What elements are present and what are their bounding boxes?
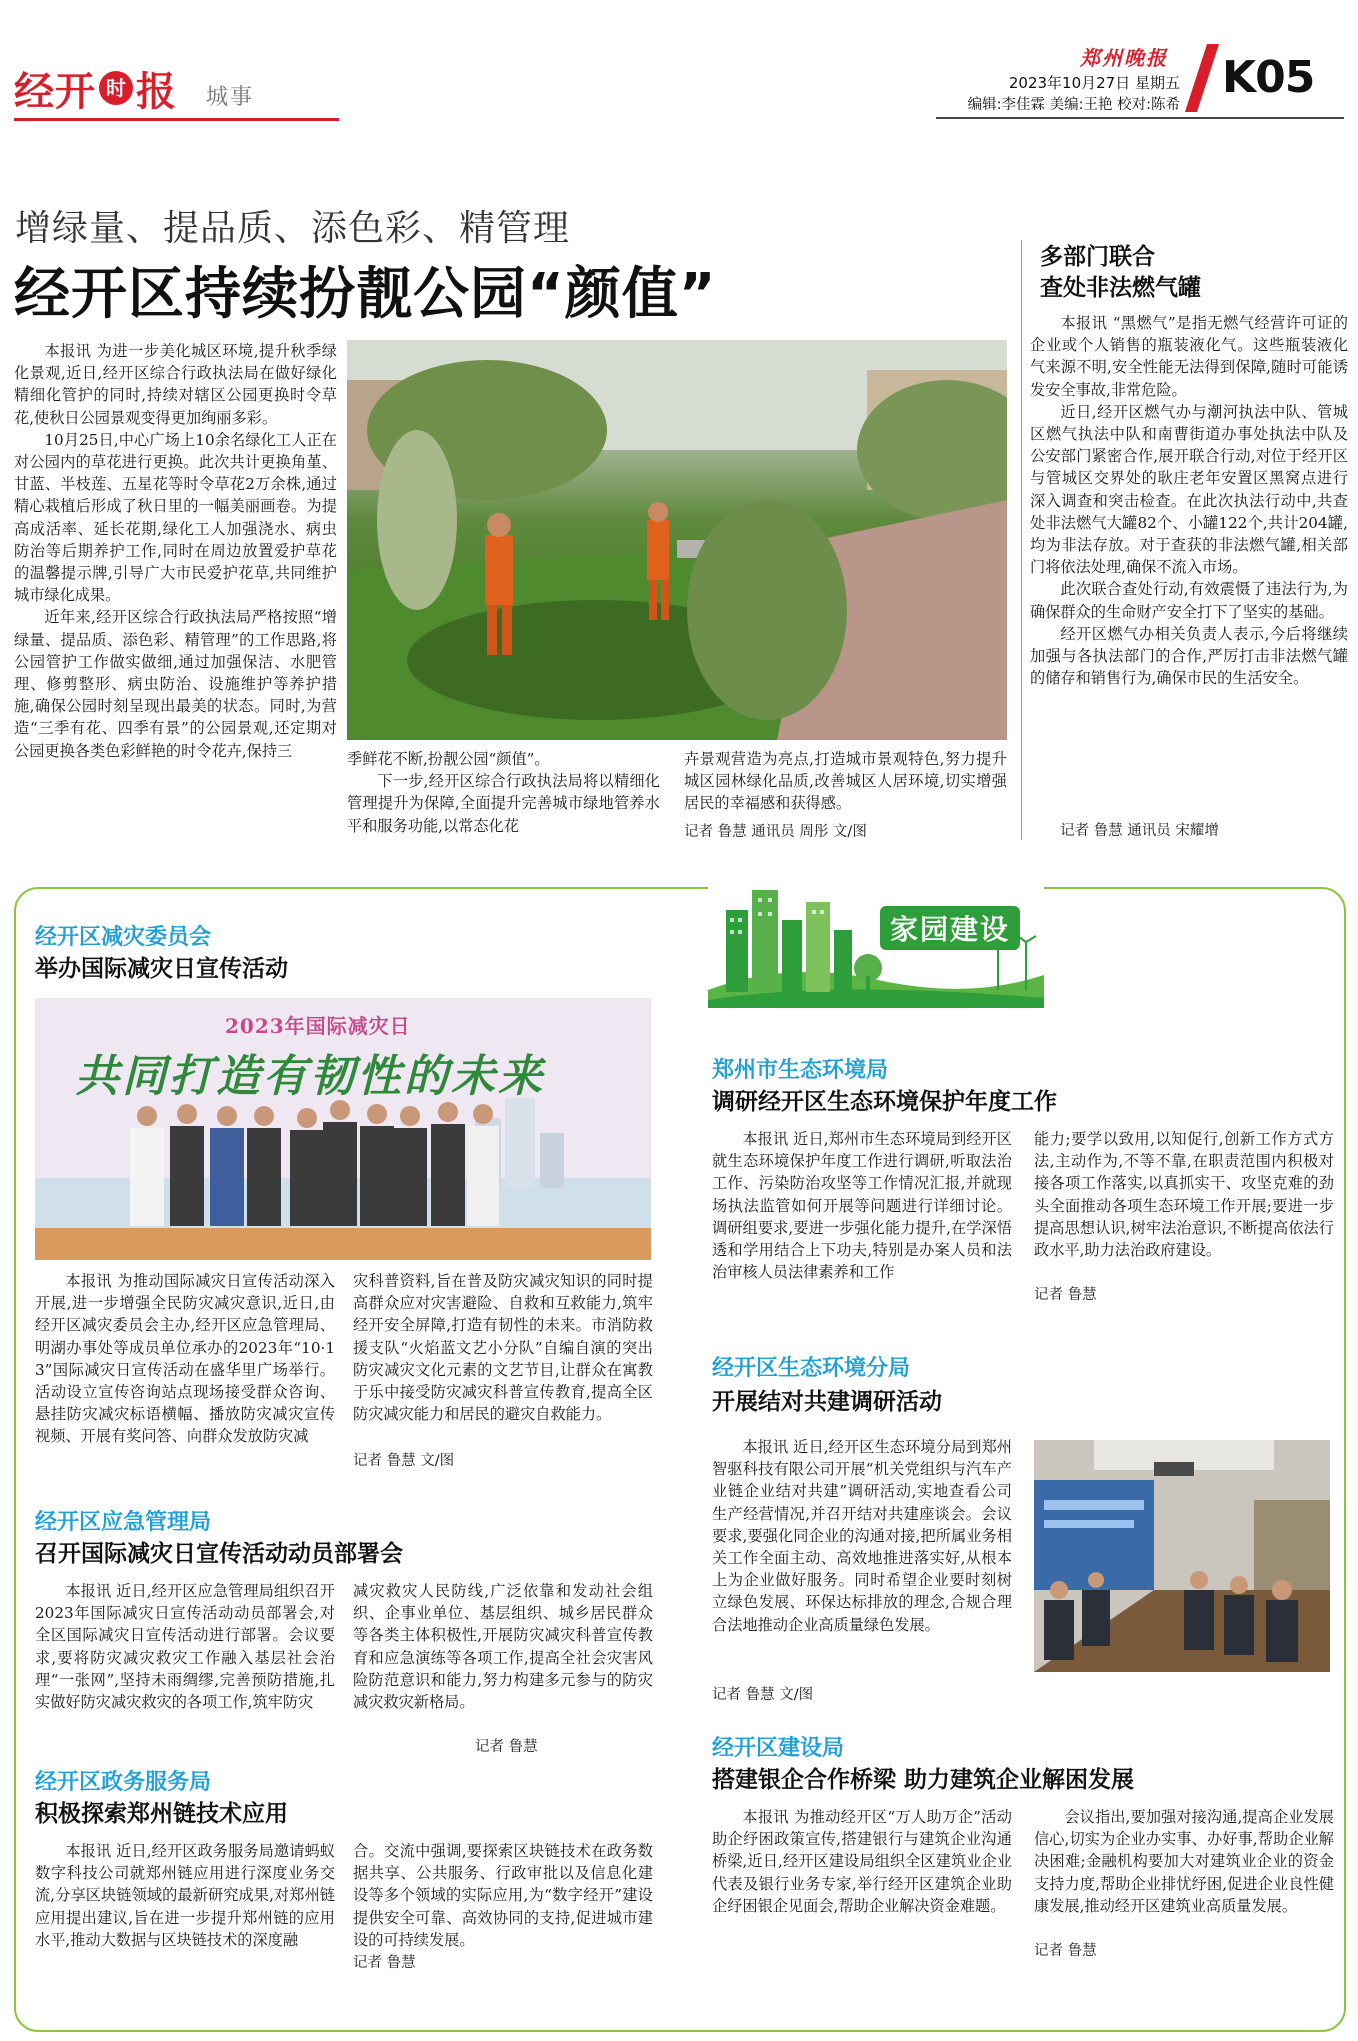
masthead-rule (936, 117, 1344, 119)
gas-paragraph: 本报讯 “黑燃气”是指无燃气经营许可证的企业或个人销售的瓶装液化气。这些瓶装液化气来源不明,安全性能无法得到保障,随时可能诱发安全事故,非常危险。 (1030, 314, 1348, 399)
gas-paragraph: 经开区燃气办相关负责人表示,今后将继续加强与各执法部门的合作,严厉打击非法燃气罐的储存和销售行为,确保市民的生活安全。 (1030, 624, 1348, 688)
eco-column-1 (712, 1128, 1012, 1328)
masthead (0, 0, 1358, 125)
disaster-continuation: 灾科普资料,旨在普及防灾减灾知识的同时提高群众应对灾害避险、自救和互救能力,筑牢经开安全屏障,打造有韧性的未来。市消防救援支队“火焰蓝文艺小分队”自编自演的突出防灾减灾文化元素的文艺节目,让群众在寓教于乐中接受防灾减灾科普宣传教育,提高全区防灾减灾能力和居民的避灾自救能力。 (353, 1272, 653, 1424)
gas-body (1030, 312, 1348, 820)
eco-branch-org: 经开区生态环境分局 (712, 1356, 911, 1381)
construct-org: 经开区建设局 (712, 1736, 845, 1761)
emergency-org: 经开区应急管理局 (35, 1510, 212, 1535)
construct-column-1 (712, 1806, 1012, 1962)
eco-branch-body (712, 1436, 1012, 1680)
gov-paragraph: 本报讯 近日,经开区政务服务局邀请蚂蚁数字科技公司就郑州链应用进行深度业务交流,分享区块链领域的最新研究成果,对郑州链应用提出建议,旨在进一步提升郑州链的应用水平,推动大数据与区块链技术的深度融 (35, 1842, 335, 1949)
lead-paragraph: 10月25日,中心广场上10余名绿化工人正在对公园内的草花进行更换。此次共计更换角堇、甘蓝、半枝莲、五星花等时令草花2万余株,通过精心栽植后形成了秋日里的一幅美丽画卷。为提高成活率、延长花期,绿化工人加强浇水、病虫防治等后期养护工作,同时在周边放置爱护草花的温馨提示牌,引导广大市民爱护花草,共同维护城市绿化成果。 (14, 430, 337, 605)
lead-subtitle: 增绿量、提品质、添色彩、精管理 (15, 208, 571, 249)
park-scene (347, 340, 1007, 740)
paper-name: 郑州晚报 (1080, 46, 1168, 70)
eco-branch-headline: 开展结对共建调研活动 (712, 1389, 942, 1415)
gas-title: 多部门联合 查处非法燃气罐 (1040, 244, 1201, 301)
emergency-continuation: 减灾救灾人民防线,广泛依靠和发动社会组织、企事业单位、基层组织、城乡居民群众等各类主体积极性,开展防灾减灾科普宣传教育和应急演练等各项工作,提高全社会灾害风险防范意识和能力,努力构建多元参与的防灾减灾救灾新格局。 (353, 1582, 653, 1712)
disaster-column-1 (35, 1270, 335, 1492)
lead-column-3 (684, 748, 1007, 822)
gov-org: 经开区政务服务局 (35, 1770, 212, 1795)
brand-tail: 报 (136, 68, 176, 115)
page-number: K05 (1222, 52, 1315, 103)
eco-org: 郑州市生态环境局 (712, 1058, 889, 1083)
gov-byline: 记者 鲁慧 (353, 1955, 416, 1971)
construct-byline: 记者 鲁慧 (1034, 1943, 1097, 1959)
masthead-slash (1185, 44, 1219, 112)
disaster-photo-event (35, 998, 651, 1260)
lead-paragraph: 本报讯 为进一步美化城区环境,提升秋季绿化景观,近日,经开区综合行政执法局在做好绿化精细化管护的同时,持续对辖区公园更换时令草花,使秋日公园景观变得更加绚丽多彩。 (14, 342, 337, 427)
eco-branch-photo-meeting (1034, 1440, 1330, 1672)
construct-paragraph: 会议指出,要加强对接沟通,提高企业发展信心,切实为企业办实事、办好事,帮助企业解决困难;金融机构要加大对建筑业企业的资金支持力度,帮助企业排忧纾困,促进企业良性健康发展,推动经开区建筑业高质量发展。 (1034, 1808, 1334, 1915)
gov-continuation: 合。交流中强调,要探索区块链技术在政务数据共享、公共服务、行政审批以及信息化建设等多个领域的实际应用,为“数字经开”建设提供安全可靠、高效协同的支持,促进城市建设的可持续发展。 (353, 1842, 653, 1949)
lead-byline: 记者 鲁慧 通讯员 周彤 文/图 (684, 824, 867, 840)
eco-branch-byline: 记者 鲁慧 文/图 (712, 1687, 814, 1703)
lead-title: 经开区持续扮靓公园“颜值” (14, 262, 717, 327)
lead-column-1 (14, 340, 337, 845)
emergency-headline: 召开国际减灾日宣传活动动员部署会 (35, 1541, 403, 1567)
emergency-paragraph: 本报讯 近日,经开区应急管理局组织召开2023年国际减灾日宣传活动动员部署会,对全区国际减灾日宣传活动进行部署。会议要求,要将防灾减灾救灾工作融入基层社会治理“一张网”,坚持未雨绸缪,完善预防措施,扎实做好防灾减灾救灾的各项工作,筑牢防灾 (35, 1582, 335, 1712)
home-banner-title: 家园建设 (880, 906, 1020, 950)
lead-paragraph: 下一步,经开区综合行政执法局将以精细化管理提升为保障,全面提升完善城市绿地管养水平和服务功能,以常态化花 (347, 772, 660, 835)
issue-date: 2023年10月27日 星期五 (1008, 74, 1180, 92)
gov-column-1 (35, 1840, 335, 1996)
gov-headline: 积极探索郑州链技术应用 (35, 1801, 288, 1827)
emergency-column-2 (353, 1580, 653, 1736)
eco-branch-paragraph: 本报讯 近日,经开区生态环境分局到郑州智驱科技有限公司开展“机关党组织与汽车产业链企业结对共建”调研活动,实地查看公司生产经营情况,并召开结对共建座谈会。会议要求,要强化同企业的沟通对接,把所属业务相关工作全面主动、高效地推进落实好,从根本上为企业做好服务。同时希望企业要时刻树立绿色发展、环保达标排放的理念,合规合理合法地推动企业高质量绿色发展。 (712, 1438, 1012, 1634)
disaster-org: 经开区减灾委员会 (35, 925, 212, 950)
lead-paragraph: 近年来,经开区综合行政执法局严格按照“增绿量、提品质、添色彩、精管理”的工作思路,将公园管护工作做实做细,通过加强保洁、水肥管理、修剪整形、病虫防治、设施维护等养护措施,确保公园时刻呈现出最美的状态。同时,为营造“三季有花、四季有景”的公园景观,还定期对公园更换各类色彩鲜艳的时令花卉,保持三 (14, 608, 337, 760)
construct-paragraph: 本报讯 为推动经开区“万人助万企”活动助企纾困政策宣传,搭建银行与建筑企业沟通桥梁,近日,经开区建设局组织全区建筑业企业代表及银行业务专家,举行经开区建筑企业助企纾困银企见面会,帮助企业解决资金难题。 (712, 1808, 1012, 1915)
editor-credits: 编辑:李佳霖 美编:王艳 校对:陈希 (967, 97, 1180, 113)
banner-main-text: 共同打造有韧性的未来 (75, 1051, 545, 1102)
gas-paragraph: 此次联合查处行动,有效震慑了违法行为,为确保群众的生命财产安全打下了坚实的基础。 (1030, 580, 1348, 621)
lead-continuation: 季鲜花不断,扮靓公园“颜值”。 (347, 750, 550, 768)
masthead-underline (14, 118, 339, 121)
eco-continuation: 能力;要学以致用,以知促行,创新工作方式方法,主动作为,不等不靠,在职责范围内积极对接各项工作落实,以真抓实干、攻坚克难的劲头全面推动各项生态环境工作开展;要进一步提高思想认识,树牢法治意识,不断提高依法行政水平,助力法治政府建设。 (1034, 1130, 1334, 1260)
brand-logo (14, 58, 254, 118)
disaster-headline: 举办国际减灾日宣传活动 (35, 956, 288, 982)
eco-column-2 (1034, 1128, 1334, 1284)
disaster-byline: 记者 鲁慧 文/图 (353, 1453, 455, 1469)
eco-headline: 调研经开区生态环境保护年度工作 (712, 1089, 1057, 1115)
brand-badge: 时 (99, 71, 133, 105)
disaster-paragraph: 本报讯 为推动国际减灾日宣传活动深入开展,进一步增强全民防灾减灾意识,近日,由经开区减灾委员会主办,经开区应急管理局、明湖办事处等成员单位承办的2023年“10·13”国际减灾日宣传活动在盛华里广场举行。活动设立宣传咨询站点现场接受群众咨询、悬挂防灾减灾标语横幅、播放防灾减灾宣传视频、开展有奖问答、向群众发放防灾减 (35, 1272, 335, 1446)
construct-headline: 搭建银企合作桥梁 助力建筑企业解困发展 (712, 1767, 1135, 1793)
emergency-column-1 (35, 1580, 335, 1758)
meeting-room-scene (1034, 1440, 1330, 1672)
disaster-column-2 (353, 1270, 653, 1448)
banner-top-text: 2023年国际减灾日 (225, 1014, 411, 1038)
eco-byline: 记者 鲁慧 (1034, 1287, 1097, 1303)
brand-main: 经开 (14, 68, 96, 115)
lead-photo-park (347, 340, 1007, 740)
gas-byline: 记者 鲁慧 通讯员 宋耀增 (1060, 823, 1219, 839)
eco-paragraph: 本报讯 近日,郑州市生态环境局到经开区就生态环境保护年度工作进行调研,听取法治工作、污染防治攻坚等工作情况汇报,并就现场执法监管如何开展等问题进行详细讨论。调研组要求,要进一步强化能力提升,在学深悟透和学用结合上下功夫,特别是办案人员和法治审核人员法律素养和工作 (712, 1130, 1012, 1282)
emergency-byline: 记者 鲁慧 (475, 1739, 538, 1755)
construct-column-2 (1034, 1806, 1334, 1940)
gas-column-rule (1021, 240, 1022, 840)
gas-paragraph: 近日,经开区燃气办与潮河执法中队、管城区燃气执法中队和南曹街道办事处执法中队及公安部门紧密合作,展开联合行动,对位于经开区与管城区交界处的耿庄老年安置区黑窝点进行深入调查和突击检查。在此次执法行动中,共查处非法燃气大罐82个、小罐122个,共计204罐,均为非法存放。对于查获的非法燃气罐,相关部门将依法处理,确保不流入市场。 (1030, 402, 1348, 577)
lead-continuation: 卉景观营造为亮点,打造城市景观特色,努力提升城区园林绿化品质,改善城区人居环境,切实增强居民的幸福感和获得感。 (684, 750, 1007, 813)
lead-column-2 (347, 748, 660, 845)
section-name: 城事 (206, 84, 255, 110)
gov-column-2 (353, 1840, 653, 1952)
